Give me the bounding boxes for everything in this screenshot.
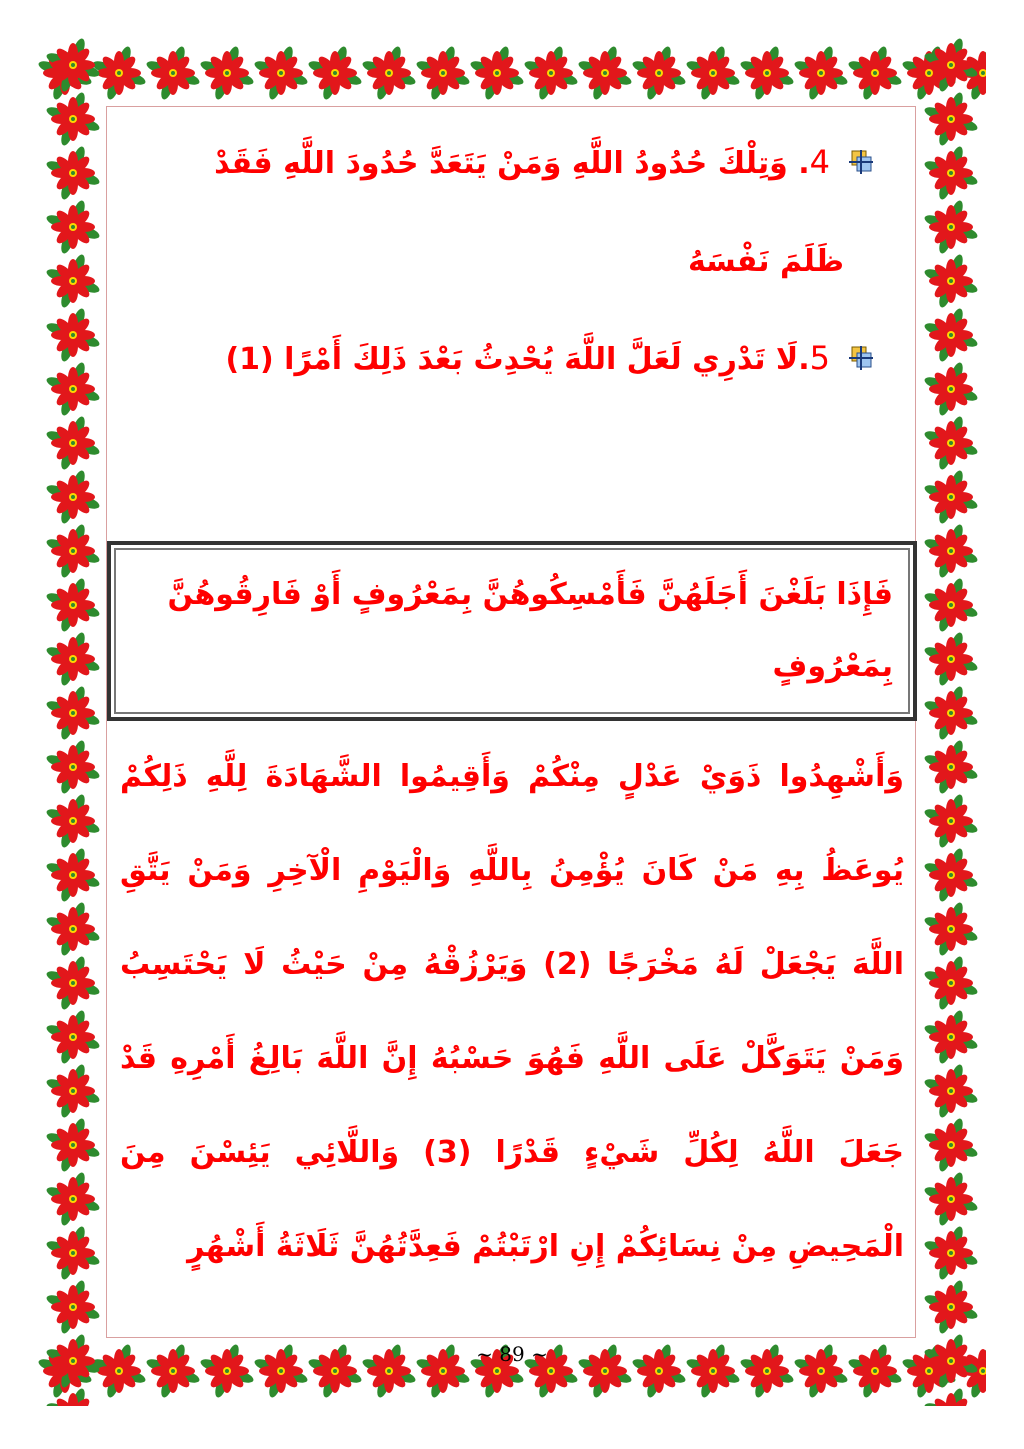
body-paragraph: وَأَشْهِدُوا ذَوَيْ عَدْلٍ مِنْكُمْ وَأَقِيمُوا الشَّهَادَةَ لِلَّهِ ذَلِكُمْ يُوعَظُ بِهِ مَنْ كَانَ يُؤْمِنُ بِاللَّهِ وَالْيَوْمِ الْآخِرِ وَمَنْ يَتَّقِ اللَّهَ يَجْعَلْ لَهُ مَخْرَجًا (2) وَيَرْزُقْهُ مِنْ حَيْثُ لَا يَحْتَسِبُ وَمَنْ يَتَوَكَّلْ عَلَى اللَّهِ فَهُوَ حَسْبُهُ إِنَّ اللَّهَ بَالِغُ أَمْرِهِ قَدْ جَعَلَ اللَّهُ لِكُلِّ شَيْءٍ قَدْرًا (3) وَاللَّائِي يَئِسْنَ مِنَ الْمَحِيضِ مِنْ نِسَائِكُمْ إِنِ ارْتَبْتُمْ فَعِدَّتُهُنَّ ثَلَاثَةُ أَشْهُرٍ [120, 759, 904, 1264]
border-left [38, 38, 108, 1406]
verse-text: . وَتِلْكَ حُدُودُ اللَّهِ وَمَنْ يَتَعَدَّ حُدُودَ اللَّهِ فَقَدْ [214, 146, 810, 181]
list-item [225, 328, 874, 388]
list-item [214, 132, 874, 192]
item-number: 4 [809, 143, 830, 181]
item-number: 5 [809, 339, 830, 377]
bullet-square-icon [848, 345, 874, 371]
border-top [38, 38, 986, 108]
poinsettia-flower-icon [38, 38, 986, 108]
verse-text: .لَا تَدْرِي لَعَلَّ اللَّهَ يُحْدِثُ بَعْدَ ذَلِكَ أَمْرًا (1) [225, 342, 810, 377]
quote-box [107, 541, 917, 721]
page-number: ~ 89 ~ [476, 1342, 548, 1366]
poinsettia-flower-icon [38, 38, 108, 1406]
quote-text: فَإِذَا بَلَغْنَ أَجَلَهُنَّ فَأَمْسِكُوهُنَّ بِمَعْرُوفٍ أَوْ فَارِقُوهُنَّ بِمَعْرُوفٍ [167, 577, 893, 684]
border-right [916, 38, 986, 1406]
poinsettia-flower-icon [916, 38, 986, 1406]
verse-text-continued: ظَلَمَ نَفْسَهُ [687, 244, 844, 279]
bullet-square-icon [848, 149, 874, 175]
